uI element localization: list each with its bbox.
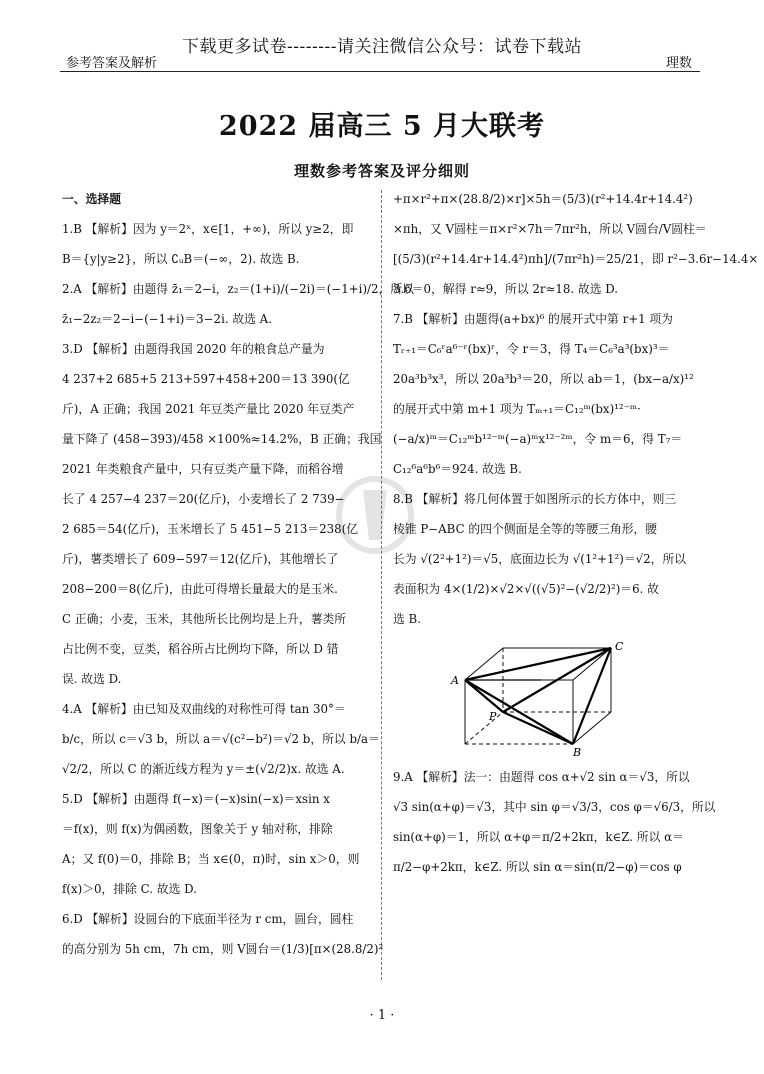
header-left-label: 参考答案及解析: [66, 56, 158, 71]
solution-line: 误. 故选 D.: [62, 672, 122, 686]
left-column: [62, 184, 414, 964]
header-right-label: 理数: [666, 56, 693, 71]
solution-line: 20a³b³x³，所以 20a³b³＝20，所以 ab＝1，(bx−a/x)¹²: [393, 372, 694, 386]
solution-line: B＝{y|y≥2}，所以 ∁ᵤB＝(−∞，2). 故选 B.: [62, 252, 300, 266]
section-heading: 一、选择题: [62, 192, 121, 206]
solution-line: 选 B.: [393, 612, 421, 626]
vertex-label-p: P: [489, 710, 497, 723]
solution-line: 7.B 【解析】由题得(a+bx)⁶ 的展开式中第 r+1 项为: [393, 312, 673, 326]
solution-line: C₁₂⁶a⁶b⁶＝924. 故选 B.: [393, 462, 522, 476]
solution-line: Tᵣ₊₁＝C₆ʳa⁶⁻ʳ(bx)ʳ，令 r＝3，得 T₄＝C₆³a³(bx)³＝: [393, 342, 670, 356]
solution-line: 9.A 【解析】法一：由题得 cos α+√2 sin α＝√3，所以: [393, 770, 690, 784]
solution-line: [(5/3)(r²+14.4r+14.4²)πh]/(7πr²h)＝25/21，即 r²−3.6r−14.4×: [393, 252, 759, 266]
solution-line: 5.D 【解析】由题得 f(−x)＝(−x)sin(−x)＝xsin x: [62, 792, 330, 806]
solution-line: sin(α+φ)＝1，所以 α+φ＝π/2+2kπ，k∈Z. 所以 α＝: [393, 830, 684, 844]
solution-line: 1.B 【解析】因为 y＝2ˣ，x∈[1，+∞)，所以 y≥2，即: [62, 222, 354, 236]
right-column: [393, 184, 759, 882]
solution-line: A；又 f(0)＝0，排除 B；当 x∈(0，π)时，sin x＞0，则: [62, 852, 360, 866]
promo-banner: 下载更多试卷--------请关注微信公众号：试卷下载站: [182, 37, 582, 57]
solution-line: 斤)，薯类增长了 609−597＝12(亿斤)，其他增长了: [62, 552, 339, 566]
solution-line: 长了 4 257−4 237＝20(亿斤)，小麦增长了 2 739−: [62, 492, 345, 506]
solution-line: 4 237+2 685+5 213+597+458+200＝13 390(亿: [62, 372, 350, 386]
solution-line: +π×r²+π×(28.8/2)×r]×5h＝(5/3)(r²+14.4r+14.4²): [393, 192, 693, 206]
solution-line: 2 685＝54(亿斤)，玉米增长了 5 451−5 213＝238(亿: [62, 522, 359, 536]
solution-line: √3 sin(α+φ)＝√3，其中 sin φ＝√3/3，cos φ＝√6/3，所以: [393, 800, 716, 814]
cuboid-figure: [443, 640, 633, 758]
solution-line: ＝f(x)，则 f(x)为偶函数，图象关于 y 轴对称，排除: [62, 822, 333, 836]
solution-line: ×πh，又 V圆柱＝π×r²×7h＝7πr²h，所以 V圆台/V圆柱＝: [393, 222, 707, 236]
page-subtitle: 理数参考答案及评分细则: [293, 162, 470, 180]
solution-line: 4.A 【解析】由已知及双曲线的对称性可得 tan 30°＝: [62, 702, 346, 716]
solution-line: 8.B 【解析】将几何体置于如图所示的长方体中，则三: [393, 492, 677, 506]
solution-line: 2021 年类粮食产量中，只有豆类产量下降，而稻谷增: [62, 462, 344, 476]
solution-line: 棱锥 P−ABC 的四个侧面是全等的等腰三角形，腰: [393, 522, 658, 536]
solution-line: z̄₁−2z₂＝2−i−(−1+i)＝3−2i. 故选 A.: [62, 312, 272, 326]
solution-line: 长为 √(2²+1²)＝√5，底面边长为 √(1²+1²)＝√2，所以: [393, 552, 687, 566]
solution-line: 量下降了 (458−393)/458 ×100%≈14.2%，B 正确；我国: [62, 432, 382, 446]
solution-line: (−a/x)ᵐ＝C₁₂ᵐb¹²⁻ᵐ(−a)ᵐx¹²⁻²ᵐ，令 m＝6，得 T₇＝: [393, 432, 683, 446]
header-rule: [60, 71, 700, 72]
page-title: 2022 届高三 5 月大联考: [218, 111, 546, 142]
solution-line: 的高分别为 5h cm，7h cm，则 V圆台＝(1/3)[π×(28.8/2)²: [62, 942, 384, 956]
solution-line: 3.6＝0，解得 r≈9，所以 2r≈18. 故选 D.: [393, 282, 619, 296]
solution-line: 表面积为 4×(1/2)×√2×√((√5)²−(√2/2)²)＝6. 故: [393, 582, 659, 596]
solution-line: f(x)＞0，排除 C. 故选 D.: [62, 882, 197, 896]
solution-line: b/c，所以 c＝√3 b，所以 a＝√(c²−b²)＝√2 b，所以 b/a＝: [62, 732, 380, 746]
column-divider: [381, 190, 382, 980]
solution-line: √2/2，所以 C 的渐近线方程为 y＝±(√2/2)x. 故选 A.: [62, 762, 345, 776]
vertex-label-c: C: [615, 640, 624, 653]
solution-line: 斤)，A 正确；我国 2021 年豆类产量比 2020 年豆类产: [62, 402, 355, 416]
solution-line: π/2−φ+2kπ，k∈Z. 所以 sin α＝sin(π/2−φ)＝cos φ: [393, 860, 682, 874]
solution-line: 2.A 【解析】由题得 z̄₁＝2−i，z₂＝(1+i)/(−2i)＝(−1+i)/2，所以: [62, 282, 414, 296]
vertex-label-a: A: [451, 674, 459, 687]
solution-line: 3.D 【解析】由题得我国 2020 年的粮食总产量为: [62, 342, 325, 356]
vertex-label-b: B: [573, 746, 582, 759]
page-number: · 1 ·: [369, 1008, 395, 1023]
solution-line: 的展开式中第 m+1 项为 Tₘ₊₁＝C₁₂ᵐ(bx)¹²⁻ᵐ·: [393, 402, 641, 416]
solution-line: 6.D 【解析】设圆台的下底面半径为 r cm，圆台，圆柱: [62, 912, 354, 926]
solution-line: 208−200＝8(亿斤)，由此可得增长量最大的是玉米.: [62, 582, 338, 596]
solution-line: C 正确；小麦，玉米，其他所长比例均是上升，薯类所: [62, 612, 347, 626]
solution-line: 占比例不变，豆类，稻谷所占比例均下降，所以 D 错: [62, 642, 339, 656]
